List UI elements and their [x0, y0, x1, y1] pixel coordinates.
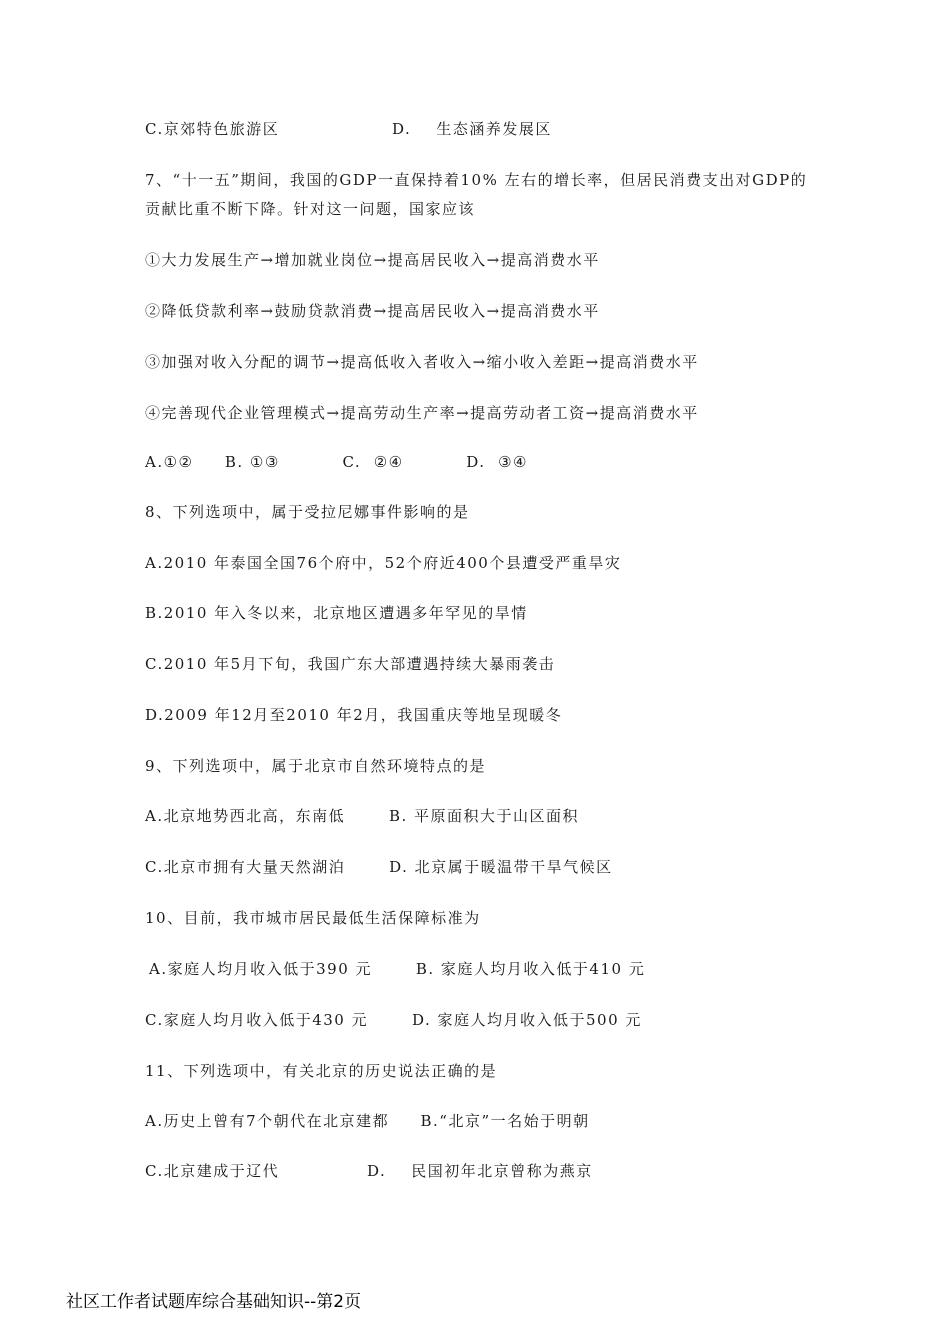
q8-option-b: B.2010 年入冬以来，北京地区遭遇多年罕见的旱情 — [145, 604, 528, 622]
q10-options-ab: A.家庭人均月收入低于390 元 B. 家庭人均月收入低于410 元 — [149, 960, 646, 978]
q8-option-d: D.2009 年12月至2010 年2月，我国重庆等地呈现暖冬 — [145, 706, 563, 724]
q11-options-ab: A.历史上曾有7个朝代在北京建都 B.“北京”一名始于明朝 — [145, 1112, 590, 1130]
q8-question: 8、下列选项中，属于受拉尼娜事件影响的是 — [145, 503, 470, 521]
q7-statement-2: ②降低贷款利率→鼓励贷款消费→提高居民收入→提高消费水平 — [145, 302, 600, 320]
q6-options-cd: C.京郊特色旅游区 D. 生态涵养发展区 — [145, 120, 552, 138]
q9-question: 9、下列选项中，属于北京市自然环境特点的是 — [145, 757, 487, 775]
q10-options-cd: C.家庭人均月收入低于430 元 D. 家庭人均月收入低于500 元 — [145, 1011, 642, 1029]
q7-statement-1: ①大力发展生产→增加就业岗位→提高居民收入→提高消费水平 — [145, 251, 600, 269]
q9-options-cd: C.北京市拥有大量天然湖泊 D. 北京属于暖温带干旱气候区 — [145, 858, 613, 876]
q11-question: 11、下列选项中，有关北京的历史说法正确的是 — [145, 1062, 498, 1080]
q7-statement-4: ④完善现代企业管理模式→提高劳动生产率→提高劳动者工资→提高消费水平 — [145, 404, 699, 422]
q8-option-c: C.2010 年5月下旬，我国广东大部遭遇持续大暴雨袭击 — [145, 655, 556, 673]
q9-options-ab: A.北京地势西北高，东南低 B. 平原面积大于山区面积 — [145, 807, 580, 825]
q8-option-a: A.2010 年泰国全国76个府中，52个府近400个县遭受严重旱灾 — [145, 554, 622, 572]
q7-question: 7、“十一五”期间，我国的GDP一直保持着10% 左右的增长率，但居民消费支出对GDP的贡献比重不断下降。针对这一问题，国家应该 — [145, 171, 808, 218]
page-footer: 社区工作者试题库综合基础知识--第2页 — [66, 1292, 362, 1312]
q11-options-cd: C.北京建成于辽代 D. 民国初年北京曾称为燕京 — [145, 1162, 593, 1180]
q7-statement-3: ③加强对收入分配的调节→提高低收入者收入→缩小收入差距→提高消费水平 — [145, 353, 699, 371]
q10-question: 10、目前，我市城市居民最低生活保障标准为 — [145, 909, 481, 927]
q7-options: A.①② B. ①③ C. ②④ D. ③④ — [145, 453, 528, 471]
